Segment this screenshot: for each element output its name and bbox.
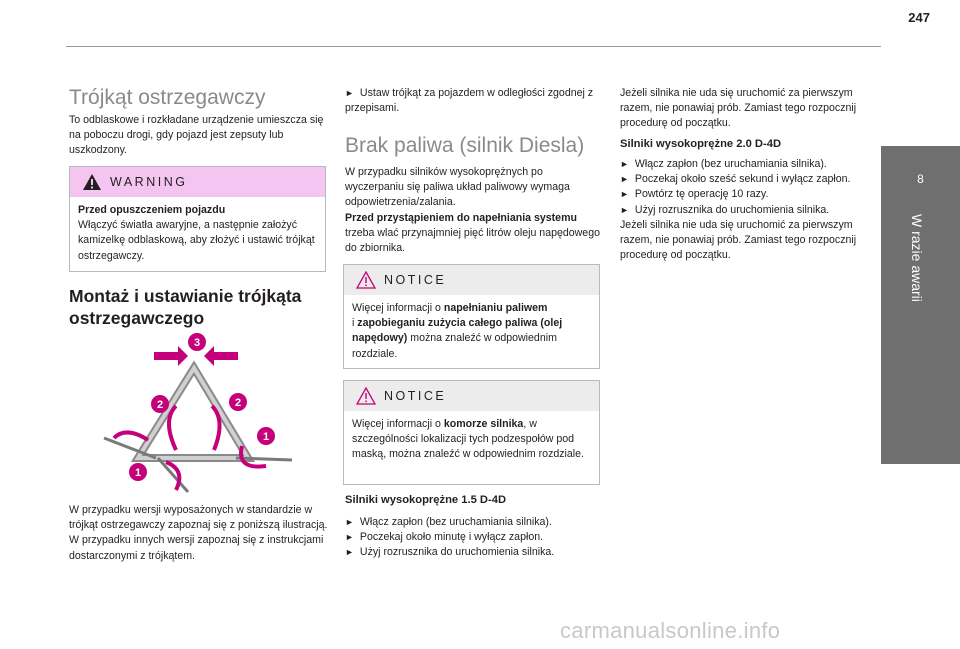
fuel-bold: Przed przystąpieniem do napełniania systemu: [345, 211, 577, 224]
svg-text:1: 1: [262, 431, 270, 443]
notice-link-engine-bay[interactable]: komorze silnika: [443, 418, 524, 430]
badge-step-1-left: [129, 463, 147, 481]
badge-step-2-left: [151, 395, 169, 413]
fuel-intro-text: W przypadku silników wysokoprężnych po wyczerpaniu się paliwa układ paliwowy wymaga odpowietrzenia/zalania.: [345, 166, 570, 209]
notice-link-fuel-prevention[interactable]: zapobieganiu zużycia całego paliwa (olej napędowy): [352, 317, 563, 345]
svg-text:2: 2: [156, 399, 164, 411]
step-item: ► Powtórz tę operację 10 razy.: [620, 187, 858, 202]
fuel-intro: [345, 165, 600, 256]
section-title-warning-triangle: Trójkąt ostrzegawczy: [69, 86, 266, 109]
step-item: ► Użyj rozrusznika do uruchomienia silnika.: [345, 545, 600, 560]
warning-icon: [82, 173, 102, 191]
step-item: ► Poczekaj około sześć sekund i wyłącz zapłon.: [620, 172, 858, 187]
step-item: ► Włącz zapłon (bez uruchamiania silnika).: [620, 157, 858, 172]
step-item: ► Poczekaj około minutę i wyłącz zapłon.: [345, 530, 600, 545]
badge-step-1-right: [257, 427, 275, 445]
intro-text: To odblaskowe i rozkładane urządzenie umieszcza się na poboczu drogi, gdy pojazd jest zepsuty lub uszkodzony.: [69, 114, 324, 157]
warning-label: WARNING: [110, 175, 188, 189]
notice-box-engine: [343, 380, 600, 485]
section-title-fuel: Brak paliwa (silnik Diesla): [345, 134, 585, 157]
notice-label: NOTICE: [384, 273, 447, 287]
warning-text: Włączyć światła awaryjne, a następnie założyć kamizelkę odblaskową, aby złożyć i ustawić trójkąt ostrzegawczy.: [78, 219, 315, 262]
subsection-title-mounting: Montaż i ustawianie trójkąta ostrzegawczego: [69, 286, 302, 328]
notice-header: [344, 381, 599, 411]
page-number: 247: [908, 10, 930, 25]
notice-text: , w szczególności lokalizacji tych podzespołów pod maską, można znaleźć w odpowiednim rozdziale.: [352, 418, 584, 461]
badge-step-2-right: [229, 393, 247, 411]
top-divider: [66, 46, 881, 47]
fuel-intro-text-2: trzeba wlać przynajmniej pięć litrów oleju napędowego do zbiornika.: [345, 226, 600, 255]
notice-link-refuel[interactable]: napełnianiu paliwem: [443, 302, 548, 314]
notice-text: i: [352, 317, 358, 330]
badge-step-3: [188, 333, 206, 351]
svg-text:2: 2: [234, 397, 242, 409]
restart-note-1: Jeżeli silnika nie uda się uruchomić za pierwszym razem, nie ponawiaj prób. Zamiast tego rozpocznij procedurę od początku.: [620, 87, 857, 130]
notice-icon: [356, 271, 376, 289]
notice-icon: [356, 387, 376, 405]
engine-steps-2-0: [620, 157, 858, 263]
chapter-tab-number: 8: [917, 172, 924, 186]
notice-text: Więcej informacji o: [352, 302, 444, 314]
notice-box-fuel: [343, 264, 600, 369]
notice-header: [344, 265, 599, 295]
warning-box: [69, 166, 326, 272]
engine-heading-1-5: Silniki wysokoprężne 1.5 D-4D: [345, 494, 507, 506]
svg-text:3: 3: [193, 337, 201, 349]
chapter-tab-title: W razie awarii: [909, 214, 925, 302]
step-item: ► Włącz zapłon (bez uruchamiania silnika).: [345, 515, 600, 530]
notice-text: Więcej informacji o: [352, 418, 444, 430]
triangle-illustration: [96, 330, 306, 502]
restart-note-2: Jeżeli silnika nie uda się uruchomić za pierwszym razem, nie ponawiaj prób. Zamiast tego rozpocznij procedurę od początku.: [620, 218, 857, 262]
engine-heading-2-0: Silniki wysokoprężne 2.0 D-4D: [620, 138, 782, 150]
step-item: ► Użyj rozrusznika do uruchomienia silnika.: [620, 203, 858, 218]
bullet-place-triangle: ► Ustaw trójkąt za pojazdem w odległości zgodnej z przepisami.: [345, 86, 600, 116]
warning-bold-line: Przed opuszczeniem pojazdu: [78, 204, 226, 216]
warning-header: [70, 167, 325, 197]
notice-label: NOTICE: [384, 389, 447, 403]
svg-text:1: 1: [134, 467, 142, 479]
watermark: carmanualsonline.info: [560, 618, 781, 643]
illustration-note: W przypadku wersji wyposażonych w standardzie w trójkąt ostrzegawczy zapoznaj się z poniższą ilustracją. W przypadku innych wersji zapoznaj się z instrukcjami dostarczonymi z trójkątem.: [69, 504, 328, 562]
notice-text: można znaleźć w odpowiednim rozdziale.: [352, 332, 557, 360]
engine-steps-1-5: [345, 515, 600, 561]
